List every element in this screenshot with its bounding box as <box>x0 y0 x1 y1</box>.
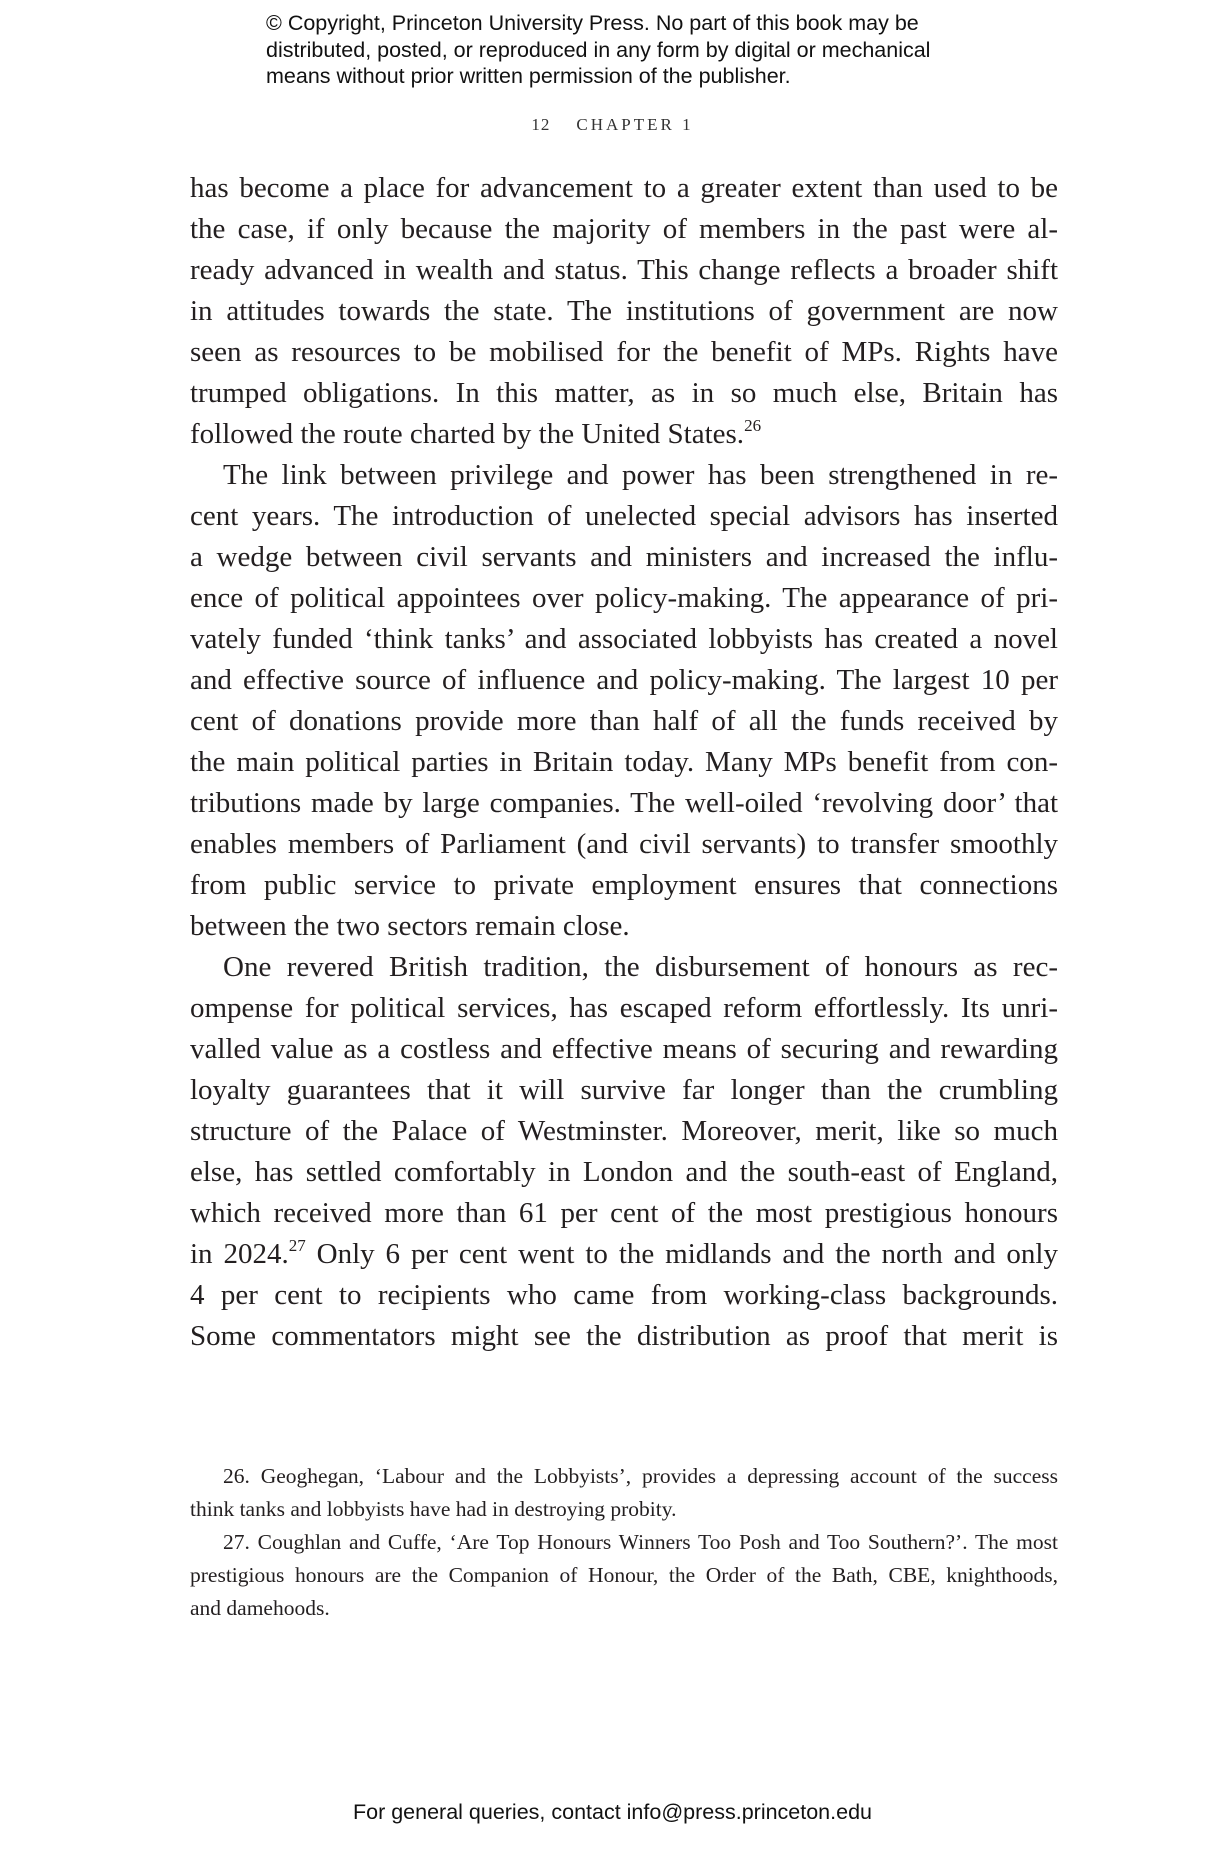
body-line: and effective source of influence and policy-making. The largest 10 per <box>190 664 1058 696</box>
body-line: a wedge between civil servants and ministers and increased the influ- <box>190 541 1058 573</box>
body-line: cent of donations provide more than half of all the funds received by <box>190 705 1058 737</box>
body-line: the case, if only because the majority of members in the past were al- <box>190 213 1058 245</box>
footnote-line: think tanks and lobbyists have had in destroying probity. <box>190 1497 677 1521</box>
body-line: Some commentators might see the distribution as proof that merit is <box>190 1320 1058 1352</box>
footnote-line: and damehoods. <box>190 1596 330 1620</box>
copyright-notice <box>266 10 986 90</box>
footnote-27: 27. Coughlan and Cuffe, ‘Are Top Honours Winners Too Posh and Too Southern?’. The most <box>223 1530 1058 1554</box>
contact-footer <box>0 1800 1225 1825</box>
body-line <box>190 1234 1058 1275</box>
body-line-text: Only 6 per cent went to the midlands and the north and only <box>305 1238 1058 1270</box>
body-line: valled value as a costless and effective means of securing and rewarding <box>190 1033 1058 1065</box>
body-line: the main political parties in Britain today. Many MPs benefit from con- <box>190 746 1058 778</box>
page-number: 12 <box>531 115 551 134</box>
body-line: has become a place for advancement to a greater extent than used to be <box>190 172 1058 204</box>
body-line-text: in 2024. <box>190 1238 289 1270</box>
footnotes <box>190 1460 1058 1625</box>
copyright-line: means without prior written permission of the publisher. <box>266 64 791 88</box>
body-line: seen as resources to be mobilised for the benefit of MPs. Rights have <box>190 336 1058 368</box>
copyright-line: distributed, posted, or reproduced in any form by digital or mechanical <box>266 37 931 62</box>
body-line: trumped obligations. In this matter, as in so much else, Britain has <box>190 377 1058 409</box>
paragraph-start-line: The link between privilege and power has been strengthened in re- <box>223 459 1058 491</box>
footnote-ref-26[interactable]: 26 <box>744 416 762 435</box>
footnote-line: prestigious honours are the Companion of Honour, the Order of the Bath, CBE, knighthoods, <box>190 1563 1058 1587</box>
paragraph-start-line: One revered British tradition, the disbursement of honours as rec- <box>223 951 1058 983</box>
body-line: tributions made by large companies. The well-oiled ‘revolving door’ that <box>190 787 1058 819</box>
copyright-line: © Copyright, Princeton University Press. No part of this book may be <box>266 11 919 35</box>
body-line: 4 per cent to recipients who came from working-class backgrounds. <box>190 1279 1058 1311</box>
body-text <box>190 168 1058 1357</box>
body-line: ence of political appointees over policy-making. The appearance of pri- <box>190 582 1058 614</box>
body-line: vately funded ‘think tanks’ and associated lobbyists has created a novel <box>190 623 1058 655</box>
body-line: which received more than 61 per cent of the most prestigious honours <box>190 1197 1058 1229</box>
body-line: in attitudes towards the state. The institutions of government are now <box>190 295 1058 327</box>
footnote-ref-27[interactable]: 27 <box>288 1236 306 1255</box>
body-line-text: followed the route charted by the United States. <box>190 418 745 450</box>
body-line: else, has settled comfortably in London and the south-east of England, <box>190 1156 1058 1188</box>
body-line <box>190 414 1058 455</box>
body-line: ready advanced in wealth and status. This change reflects a broader shift <box>190 254 1058 286</box>
body-line: loyalty guarantees that it will survive far longer than the crumbling <box>190 1074 1058 1106</box>
contact-text: For general queries, contact info@press.princeton.edu <box>352 1800 872 1824</box>
body-line: cent years. The introduction of unelected special advisors has inserted <box>190 500 1058 532</box>
body-line: from public service to private employment ensures that connections <box>190 869 1058 901</box>
body-line: structure of the Palace of Westminster. Moreover, merit, like so much <box>190 1115 1058 1147</box>
body-line: enables members of Parliament (and civil servants) to transfer smoothly <box>190 828 1058 860</box>
footnote-26: 26. Geoghegan, ‘Labour and the Lobbyists’, provides a depressing account of the success <box>223 1464 1058 1488</box>
body-line: between the two sectors remain close. <box>190 910 630 942</box>
body-line: ompense for political services, has escaped reform effortlessly. Its unri- <box>190 992 1058 1024</box>
chapter-label: CHAPTER 1 <box>576 115 694 134</box>
running-head <box>0 115 1225 135</box>
